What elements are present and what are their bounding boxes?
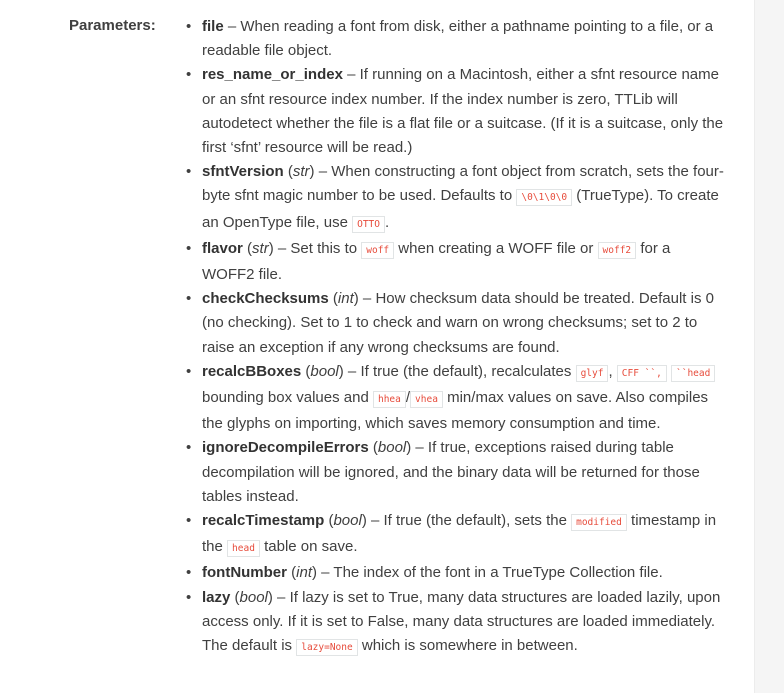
- param-name: res_name_or_index: [202, 66, 343, 84]
- inline-code: \0\1\0\0: [516, 189, 572, 206]
- param-desc: – The index of the font in a TrueType Collection file.: [317, 564, 663, 582]
- param-name: checkChecksums: [202, 290, 329, 308]
- param-type: bool: [333, 512, 362, 530]
- inline-code: CFF ``,: [617, 365, 667, 382]
- param-desc: ,: [608, 362, 617, 380]
- parameters-label: Parameters:: [69, 17, 156, 34]
- param-name: ignoreDecompileErrors: [202, 439, 369, 457]
- param-res-name-or-index: [186, 63, 726, 160]
- param-name: sfntVersion: [202, 163, 284, 181]
- inline-code: vhea: [410, 391, 443, 408]
- param-flavor: • flavor (str) – Set this to woff when creating a WOFF file or woff2 for a WOFF2 file.: [186, 237, 726, 287]
- param-type: bool: [377, 439, 407, 457]
- inline-code: woff: [361, 242, 394, 259]
- param-desc: – If true (the default), recalculates: [343, 362, 576, 380]
- parameter-list: [186, 15, 726, 660]
- inline-code: lazy=None: [296, 639, 357, 656]
- param-checkchecksums: • checkChecksums (int) – How checksum data should be treated. Default is 0 (no checking). Set to 1 to check and warn on wrong checksums; set to 2 to raise an exception if any wrong checksums are found.: [186, 287, 726, 360]
- param-lazy: • lazy (bool) – If lazy is set to True, many data structures are loaded lazily, upon access only. If it is set to False, many data structures are loaded immediately. The default is lazy=None which is somewhere in between.: [186, 586, 726, 661]
- inline-code: hhea: [373, 391, 406, 408]
- param-desc: which is somewhere in between.: [357, 637, 578, 655]
- param-desc: – If running on a Macintosh, either a sfnt resource name or an sfnt resource index number. If the index number is zero, TTLib will autodetect whether the file is a flat file or a suitcase. (If it is a suitcase, only the first ‘sfnt’ resource will be read.): [202, 66, 724, 157]
- param-desc: timestamp in the: [202, 512, 717, 556]
- inline-code: glyf: [576, 365, 609, 382]
- param-type: int: [337, 290, 354, 308]
- param-desc: – If true, exceptions raised during table decompilation will be ignored, and the binary data will be returned for those tables instead.: [202, 439, 700, 505]
- param-desc: .: [385, 213, 390, 231]
- param-desc: – When reading a font from disk, either a pathname pointing to a file, or a readable file object.: [202, 18, 714, 60]
- param-type: int: [296, 564, 313, 582]
- param-type: str: [292, 163, 310, 181]
- param-name: recalcBBoxes: [202, 362, 302, 380]
- right-margin-band: [754, 0, 784, 693]
- param-type: bool: [239, 588, 268, 606]
- param-sfntversion: • sfntVersion (str) – When constructing a font object from scratch, sets the four-byte sfnt magic number to be used. Defaults to \0\1\0\0 (TrueType). To create an OpenType file, use OTTO .: [186, 160, 726, 237]
- inline-code: OTTO: [352, 216, 385, 233]
- param-desc: (TrueType). To create an OpenType file, use: [202, 187, 719, 231]
- param-name: lazy: [202, 588, 231, 606]
- inline-code: ``head: [671, 365, 715, 382]
- param-desc: min/max values on save. Also compiles the glyphs on importing, which saves memory consumption and time.: [202, 389, 709, 433]
- param-desc: – When constructing a font object from scratch, sets the four-byte sfnt magic number to be used. Defaults to: [202, 163, 724, 205]
- param-file: [186, 15, 726, 63]
- param-type: str: [252, 239, 269, 257]
- param-desc: when creating a WOFF file or: [394, 239, 598, 257]
- param-desc: bounding box values and: [202, 389, 373, 407]
- param-fontnumber: • fontNumber (int) – The index of the font in a TrueType Collection file.: [186, 561, 726, 585]
- param-recalcbboxes: • recalcBBoxes (bool) – If true (the default), recalculates glyf , CFF ``, ``head bounding box values and hhea / vhea min/max values on save. Also compiles the glyphs on importing, which saves memory consumption and time.: [186, 360, 726, 437]
- param-name: file: [202, 18, 224, 35]
- param-desc: for a WOFF2 file.: [202, 239, 671, 284]
- param-ignoredecompileerrors: • ignoreDecompileErrors (bool) – If true, exceptions raised during table decompilation will be ignored, and the binary data will be returned for those tables instead.: [186, 436, 726, 509]
- param-name: fontNumber: [202, 564, 287, 582]
- param-recalctimestamp: • recalcTimestamp (bool) – If true (the default), sets the modified timestamp in the head table on save.: [186, 509, 726, 561]
- param-desc: – If lazy is set to True, many data structures are loaded lazily, upon access only. If it is set to False, many data structures are loaded immediately. The default is: [202, 588, 721, 655]
- param-desc: table on save.: [259, 538, 358, 556]
- param-name: recalcTimestamp: [202, 512, 325, 530]
- param-type: bool: [310, 362, 339, 380]
- param-desc: /: [405, 389, 411, 407]
- inline-code: woff2: [598, 242, 637, 259]
- param-desc: – Set this to: [273, 239, 362, 257]
- param-desc: – If true (the default), sets the: [366, 512, 572, 530]
- param-desc: – How checksum data should be treated. Default is 0 (no checking). Set to 1 to check and warn on wrong checksums; set to 2 to raise an exception if any wrong checksums are found.: [202, 290, 714, 356]
- param-name: flavor: [202, 239, 243, 257]
- inline-code: head: [227, 540, 260, 557]
- inline-code: modified: [571, 514, 627, 531]
